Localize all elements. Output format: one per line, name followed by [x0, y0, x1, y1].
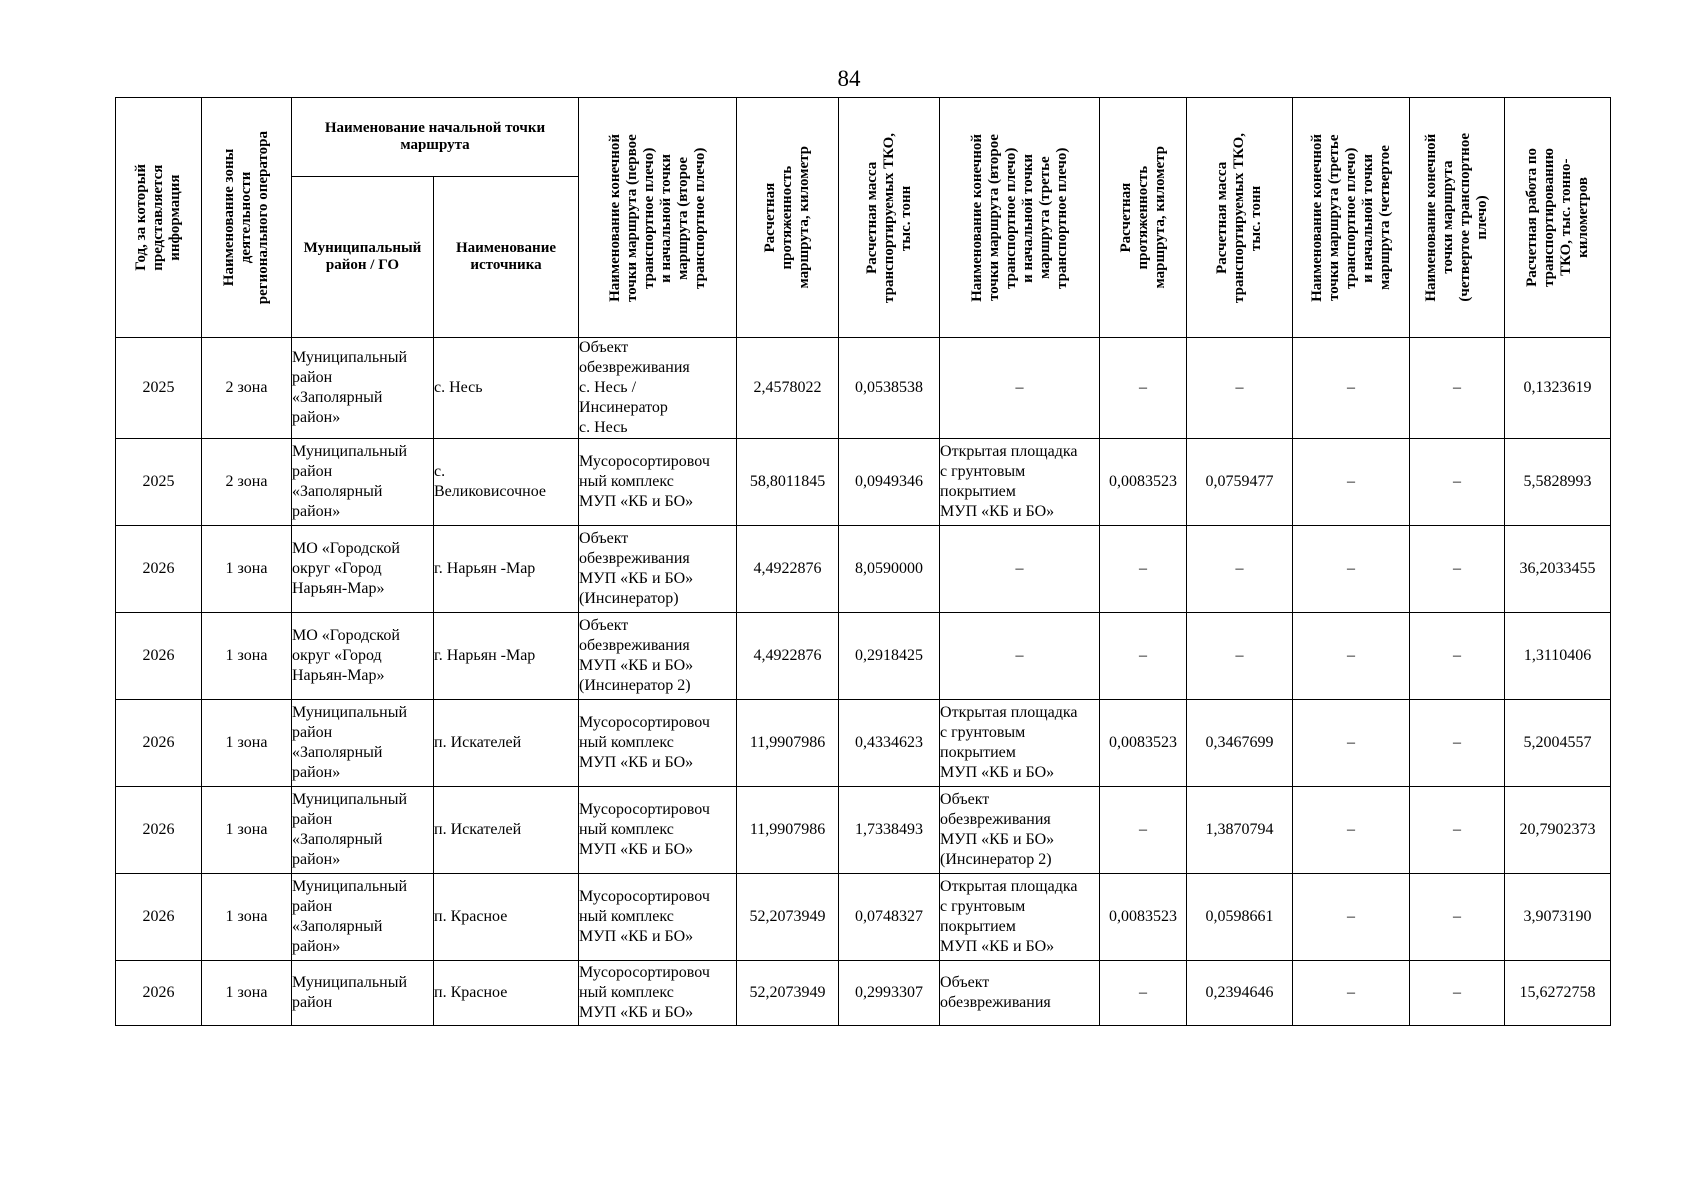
cell-zone: 1 зона	[202, 526, 292, 613]
cell-distance-2: –	[1100, 338, 1187, 439]
table-row	[116, 338, 1611, 439]
cell-zone: 1 зона	[202, 961, 292, 1026]
cell-mass-2: –	[1187, 526, 1293, 613]
cell-end-point-1: Мусоросортировоч ный комплекс МУП «КБ и БО»	[579, 787, 737, 874]
routes-table	[115, 97, 1611, 1026]
cell-mass-1: 0,2993307	[839, 961, 940, 1026]
cell-transport-work: 5,2004557	[1505, 700, 1611, 787]
cell-source: п. Красное	[434, 961, 579, 1026]
cell-year: 2026	[116, 613, 202, 700]
header-distance-1: Расчетная протяженность маршрута, километр	[737, 98, 839, 338]
cell-distance-2: 0,0083523	[1100, 439, 1187, 526]
header-end-point-2: Наименование конечной точки маршрута (второе транспортное плечо) и начальной точки маршрута (третье транспортное плечо)	[940, 98, 1100, 338]
header-mass-2: Расчетная масса транспортируемых ТКО, тыс. тонн	[1187, 98, 1293, 338]
cell-zone: 1 зона	[202, 874, 292, 961]
header-distance-2: Расчетная протяженность маршрута, километр	[1100, 98, 1187, 338]
cell-mass-1: 0,0949346	[839, 439, 940, 526]
table-row	[116, 961, 1611, 1026]
cell-distance-1: 52,2073949	[737, 961, 839, 1026]
table-row	[116, 439, 1611, 526]
header-mass-1: Расчетная масса транспортируемых ТКО, тыс. тонн	[839, 98, 940, 338]
cell-end-point-3: –	[1293, 700, 1410, 787]
cell-end-point-2: –	[940, 613, 1100, 700]
cell-mass-1: 0,0538538	[839, 338, 940, 439]
cell-year: 2026	[116, 526, 202, 613]
table-row	[116, 787, 1611, 874]
cell-municipality: Муниципальный район «Заполярный район»	[292, 874, 434, 961]
cell-year: 2025	[116, 439, 202, 526]
cell-year: 2026	[116, 961, 202, 1026]
cell-year: 2026	[116, 874, 202, 961]
cell-year: 2025	[116, 338, 202, 439]
cell-transport-work: 36,2033455	[1505, 526, 1611, 613]
cell-transport-work: 15,6272758	[1505, 961, 1611, 1026]
cell-municipality: МО «Городской округ «Город Нарьян-Мар»	[292, 613, 434, 700]
cell-end-point-4: –	[1410, 526, 1505, 613]
cell-zone: 1 зона	[202, 613, 292, 700]
header-year: Год, за который представляется информация	[116, 98, 202, 338]
cell-year: 2026	[116, 700, 202, 787]
cell-distance-2: –	[1100, 961, 1187, 1026]
cell-distance-2: 0,0083523	[1100, 700, 1187, 787]
header-transport-work: Расчетная работа по транспортированию ТКО, тыс. тонно- километров	[1505, 98, 1611, 338]
cell-end-point-2: Открытая площадка с грунтовым покрытием МУП «КБ и БО»	[940, 439, 1100, 526]
cell-distance-2: –	[1100, 613, 1187, 700]
cell-transport-work: 5,5828993	[1505, 439, 1611, 526]
cell-distance-2: 0,0083523	[1100, 874, 1187, 961]
cell-end-point-2: Открытая площадка с грунтовым покрытием МУП «КБ и БО»	[940, 874, 1100, 961]
header-zone: Наименование зоны деятельности регионального оператора	[202, 98, 292, 338]
cell-source: с. Несь	[434, 338, 579, 439]
cell-end-point-2: Открытая площадка с грунтовым покрытием МУП «КБ и БО»	[940, 700, 1100, 787]
cell-end-point-4: –	[1410, 700, 1505, 787]
cell-end-point-1: Мусоросортировоч ный комплекс МУП «КБ и БО»	[579, 874, 737, 961]
cell-end-point-3: –	[1293, 613, 1410, 700]
cell-end-point-1: Объект обезвреживания МУП «КБ и БО» (Инсинератор 2)	[579, 613, 737, 700]
cell-distance-2: –	[1100, 787, 1187, 874]
cell-mass-1: 0,4334623	[839, 700, 940, 787]
table-row	[116, 613, 1611, 700]
cell-municipality: МО «Городской округ «Город Нарьян-Мар»	[292, 526, 434, 613]
cell-mass-1: 8,0590000	[839, 526, 940, 613]
page-number: 84	[837, 66, 861, 91]
cell-distance-1: 4,4922876	[737, 526, 839, 613]
cell-municipality: Муниципальный район «Заполярный район»	[292, 700, 434, 787]
cell-mass-1: 0,0748327	[839, 874, 940, 961]
cell-end-point-3: –	[1293, 439, 1410, 526]
cell-end-point-1: Мусоросортировоч ный комплекс МУП «КБ и БО»	[579, 439, 737, 526]
cell-end-point-4: –	[1410, 338, 1505, 439]
cell-end-point-3: –	[1293, 787, 1410, 874]
cell-zone: 1 зона	[202, 700, 292, 787]
header-municipality: Муниципальный район / ГО	[292, 177, 434, 338]
cell-end-point-2: Объект обезвреживания МУП «КБ и БО» (Инсинератор 2)	[940, 787, 1100, 874]
cell-source: п. Искателей	[434, 787, 579, 874]
cell-source: с. Великовисочное	[434, 439, 579, 526]
cell-end-point-4: –	[1410, 787, 1505, 874]
cell-municipality: Муниципальный район «Заполярный район»	[292, 787, 434, 874]
header-end-point-4: Наименование конечной точки маршрута (четвертое транспортное плечо)	[1410, 98, 1505, 338]
cell-source: п. Искателей	[434, 700, 579, 787]
cell-zone: 2 зона	[202, 338, 292, 439]
cell-source: п. Красное	[434, 874, 579, 961]
cell-mass-2: 0,0598661	[1187, 874, 1293, 961]
cell-year: 2026	[116, 787, 202, 874]
cell-distance-1: 52,2073949	[737, 874, 839, 961]
table-row	[116, 526, 1611, 613]
cell-mass-2: 0,3467699	[1187, 700, 1293, 787]
header-end-point-3: Наименование конечной точки маршрута (третье транспортное плечо) и начальной точки маршрута (четвертое	[1293, 98, 1410, 338]
cell-municipality: Муниципальный район	[292, 961, 434, 1026]
cell-end-point-4: –	[1410, 613, 1505, 700]
cell-mass-1: 1,7338493	[839, 787, 940, 874]
header-start-point: Наименование начальной точки маршрута	[292, 98, 579, 177]
cell-distance-1: 11,9907986	[737, 787, 839, 874]
cell-end-point-2: –	[940, 526, 1100, 613]
cell-transport-work: 1,3110406	[1505, 613, 1611, 700]
cell-municipality: Муниципальный район «Заполярный район»	[292, 338, 434, 439]
cell-mass-2: 1,3870794	[1187, 787, 1293, 874]
cell-transport-work: 3,9073190	[1505, 874, 1611, 961]
cell-end-point-3: –	[1293, 526, 1410, 613]
cell-zone: 2 зона	[202, 439, 292, 526]
cell-end-point-4: –	[1410, 439, 1505, 526]
cell-transport-work: 20,7902373	[1505, 787, 1611, 874]
cell-source: г. Нарьян -Мар	[434, 526, 579, 613]
cell-end-point-1: Мусоросортировоч ный комплекс МУП «КБ и БО»	[579, 700, 737, 787]
cell-end-point-4: –	[1410, 874, 1505, 961]
cell-transport-work: 0,1323619	[1505, 338, 1611, 439]
table-row	[116, 700, 1611, 787]
table-row	[116, 874, 1611, 961]
cell-end-point-3: –	[1293, 338, 1410, 439]
cell-mass-2: –	[1187, 613, 1293, 700]
cell-end-point-2: –	[940, 338, 1100, 439]
cell-distance-1: 58,8011845	[737, 439, 839, 526]
cell-end-point-1: Объект обезвреживания с. Несь / Инсинератор с. Несь	[579, 338, 737, 439]
cell-distance-1: 11,9907986	[737, 700, 839, 787]
cell-end-point-1: Мусоросортировоч ный комплекс МУП «КБ и БО»	[579, 961, 737, 1026]
header-source: Наименование источника	[434, 177, 579, 338]
cell-end-point-3: –	[1293, 874, 1410, 961]
cell-mass-2: –	[1187, 338, 1293, 439]
cell-mass-1: 0,2918425	[839, 613, 940, 700]
cell-municipality: Муниципальный район «Заполярный район»	[292, 439, 434, 526]
cell-source: г. Нарьян -Мар	[434, 613, 579, 700]
cell-zone: 1 зона	[202, 787, 292, 874]
cell-distance-1: 2,4578022	[737, 338, 839, 439]
cell-end-point-3: –	[1293, 961, 1410, 1026]
cell-mass-2: 0,2394646	[1187, 961, 1293, 1026]
header-end-point-1: Наименование конечной точки маршрута (первое транспортное плечо) и начальной точки маршрута (второе транспортное плечо)	[579, 98, 737, 338]
cell-end-point-4: –	[1410, 961, 1505, 1026]
cell-end-point-1: Объект обезвреживания МУП «КБ и БО» (Инсинератор)	[579, 526, 737, 613]
cell-distance-2: –	[1100, 526, 1187, 613]
cell-mass-2: 0,0759477	[1187, 439, 1293, 526]
cell-end-point-2: Объект обезвреживания	[940, 961, 1100, 1026]
cell-distance-1: 4,4922876	[737, 613, 839, 700]
